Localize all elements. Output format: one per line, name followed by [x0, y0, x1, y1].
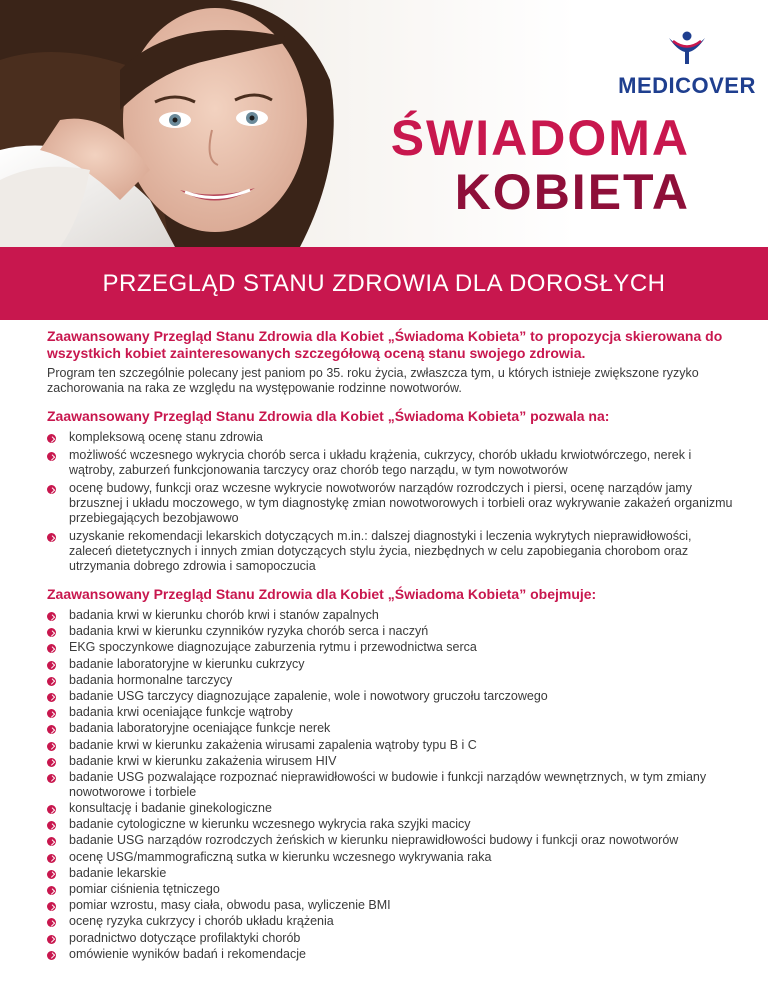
list-item: [47, 754, 737, 769]
logo-text: MEDICOVER: [618, 73, 756, 98]
bullet-icon: [47, 837, 56, 846]
title-line-2: KOBIETA: [454, 164, 690, 220]
list-item-text: EKG spoczynkowe diagnozujące zaburzenia rytmu i przewodnictwa serca: [69, 640, 477, 655]
list-item-text: badania krwi w kierunku czynników ryzyka chorób serca i naczyń: [69, 624, 429, 639]
hero-section: [0, 0, 768, 247]
list-item-text: możliwość wczesnego wykrycia chorób serca i układu krążenia, cukrzycy, chorób układu krwiotwórczego, nerek i wątroby, zaburzeń funkcjonowania tarczycy oraz chorób tego narządu, w tym nowotworów: [69, 448, 692, 477]
list-item: [47, 914, 737, 929]
bullet-icon: [47, 677, 56, 686]
list-item: [47, 931, 737, 946]
bullet-icon: [47, 886, 56, 895]
list-item-text: badanie lekarskie: [69, 865, 167, 880]
list-item: [47, 529, 737, 574]
list-item-text: badanie cytologiczne w kierunku wczesnego wykrycia raka szyjki macicy: [69, 817, 471, 832]
list-item-text: poradnictwo dotyczące profilaktyki chorób: [69, 930, 301, 945]
bullet-icon: [47, 758, 56, 767]
bullet-icon: [47, 485, 56, 494]
banner: [0, 247, 768, 320]
bullet-icon: [47, 821, 56, 830]
list-item: [47, 481, 737, 526]
list-item-text: badanie laboratoryjne w kierunku cukrzycy: [69, 656, 305, 671]
list-item-text: omówienie wyników badań i rekomendacje: [69, 946, 306, 961]
list-item: [47, 817, 737, 832]
list-item-text: badanie USG pozwalające rozpoznać nieprawidłowości w budowie i funkcji narządów wewnętrznych, w tym zmiany nowotworowe i torbiele: [69, 769, 707, 799]
banner-text: PRZEGLĄD STANU ZDROWIA DLA DOROSŁYCH: [102, 269, 666, 297]
person-arms-raised-icon: [667, 28, 707, 66]
bullet-icon: [47, 902, 56, 911]
list-item-text: badanie USG narządów rozrodczych żeńskich w kierunku nieprawidłowości budowy i funkcji oraz nowotworów: [69, 833, 679, 848]
bullet-icon: [47, 725, 56, 734]
list-item-text: kompleksową ocenę stanu zdrowia: [69, 430, 263, 444]
bullet-icon: [47, 644, 56, 653]
list-item-text: badanie krwi w kierunku zakażenia wirusem HIV: [69, 753, 337, 768]
list-item-text: uzyskanie rekomendacji lekarskich dotyczących m.in.: dalszej diagnostyki i leczenia wykrytych nieprawidłowości, zaleceń dietetycznych i innych zmian dotyczących stylu życia, niezbędnych w celu zapobiegania chorobom oraz utrzymania dobrego zdrowia i samopoczucia: [69, 529, 692, 573]
bullet-icon: [47, 742, 56, 751]
bullet-icon: [47, 854, 56, 863]
list-item-text: badania laboratoryjne oceniające funkcje nerek: [69, 721, 331, 736]
list-item-text: pomiar wzrostu, masy ciała, obwodu pasa, wyliczenie BMI: [69, 898, 391, 913]
bullet-icon: [47, 805, 56, 814]
intro-paragraph: Program ten szczególnie polecany jest paniom po 35. roku życia, zwłaszcza tym, u których istnieje zwiększone ryzyko zachorowania na raka ze względu na występowanie rodzinne nowotworów.: [47, 366, 699, 395]
list-item: [47, 721, 737, 736]
list-item: [47, 770, 737, 800]
list-item-text: badanie USG tarczycy diagnozujące zapalenie, wole i nowotwory gruczołu tarczowego: [69, 688, 548, 703]
intro-heading: Zaawansowany Przegląd Stanu Zdrowia dla Kobiet „Świadoma Kobieta” to propozycja skierowana do wszystkich kobiet zainteresowanych szczegółową oceną stanu swojego zdrowia.: [47, 328, 723, 361]
list-item: [47, 689, 737, 704]
section2-heading: Zaawansowany Przegląd Stanu Zdrowia dla Kobiet „Świadoma Kobieta” obejmuje:: [47, 586, 597, 602]
list-item: [47, 738, 737, 753]
bullet-icon: [47, 709, 56, 718]
list-item: [47, 448, 737, 478]
bullet-icon: [47, 774, 56, 783]
medicover-logo: [612, 28, 762, 99]
list-item-text: badanie krwi w kierunku zakażenia wirusami zapalenia wątroby typu B i C: [69, 737, 477, 752]
section1-heading: Zaawansowany Przegląd Stanu Zdrowia dla Kobiet „Świadoma Kobieta” pozwala na:: [47, 408, 610, 424]
list-item-text: badania hormonalne tarczycy: [69, 672, 233, 687]
list-item: [47, 657, 737, 672]
bullet-icon: [47, 693, 56, 702]
list-item-text: badania krwi oceniające funkcje wątroby: [69, 705, 293, 720]
list-item-text: ocenę ryzyka cukrzycy i chorób układu krążenia: [69, 914, 334, 929]
bullet-icon: [47, 533, 56, 542]
list-item-text: ocenę budowy, funkcji oraz wczesne wykrycie nowotworów narządów rozrodczych i piersi, ocenę narządów jamy brzusznej i układu moczowego, w tym diagnostykę zmian nowotworowych i torbieli oraz wykrywanie zakażeń organizmu przebiegających bezobjawowo: [69, 481, 733, 525]
bullet-icon: [47, 628, 56, 637]
list-item: [47, 882, 737, 897]
list-item-text: ocenę USG/mammograficzną sutka w kierunku wczesnego wykrywania raka: [69, 849, 492, 864]
bullet-icon: [47, 951, 56, 960]
section1-list: [47, 430, 737, 574]
bullet-icon: [47, 918, 56, 927]
list-item: [47, 947, 737, 962]
list-item: [47, 705, 737, 720]
list-item-text: pomiar ciśnienia tętniczego: [69, 882, 220, 896]
bullet-icon: [47, 452, 56, 461]
list-item: [47, 850, 737, 865]
list-item: [47, 801, 737, 816]
section2-list: [47, 608, 737, 962]
list-item: [47, 624, 737, 639]
list-item: [47, 640, 737, 655]
list-item: [47, 608, 737, 623]
list-item: [47, 898, 737, 913]
bullet-icon: [47, 434, 56, 443]
list-item-text: badania krwi w kierunku chorób krwi i stanów zapalnych: [69, 608, 379, 622]
list-item: [47, 833, 737, 848]
list-item: [47, 866, 737, 881]
list-item: [47, 430, 737, 445]
title-line-1: ŚWIADOMA: [390, 110, 690, 166]
bullet-icon: [47, 612, 56, 621]
list-item: [47, 673, 737, 688]
bullet-icon: [47, 935, 56, 944]
bullet-icon: [47, 870, 56, 879]
list-item-text: konsultację i badanie ginekologiczne: [69, 801, 272, 816]
main-content: [47, 328, 737, 963]
bullet-icon: [47, 661, 56, 670]
